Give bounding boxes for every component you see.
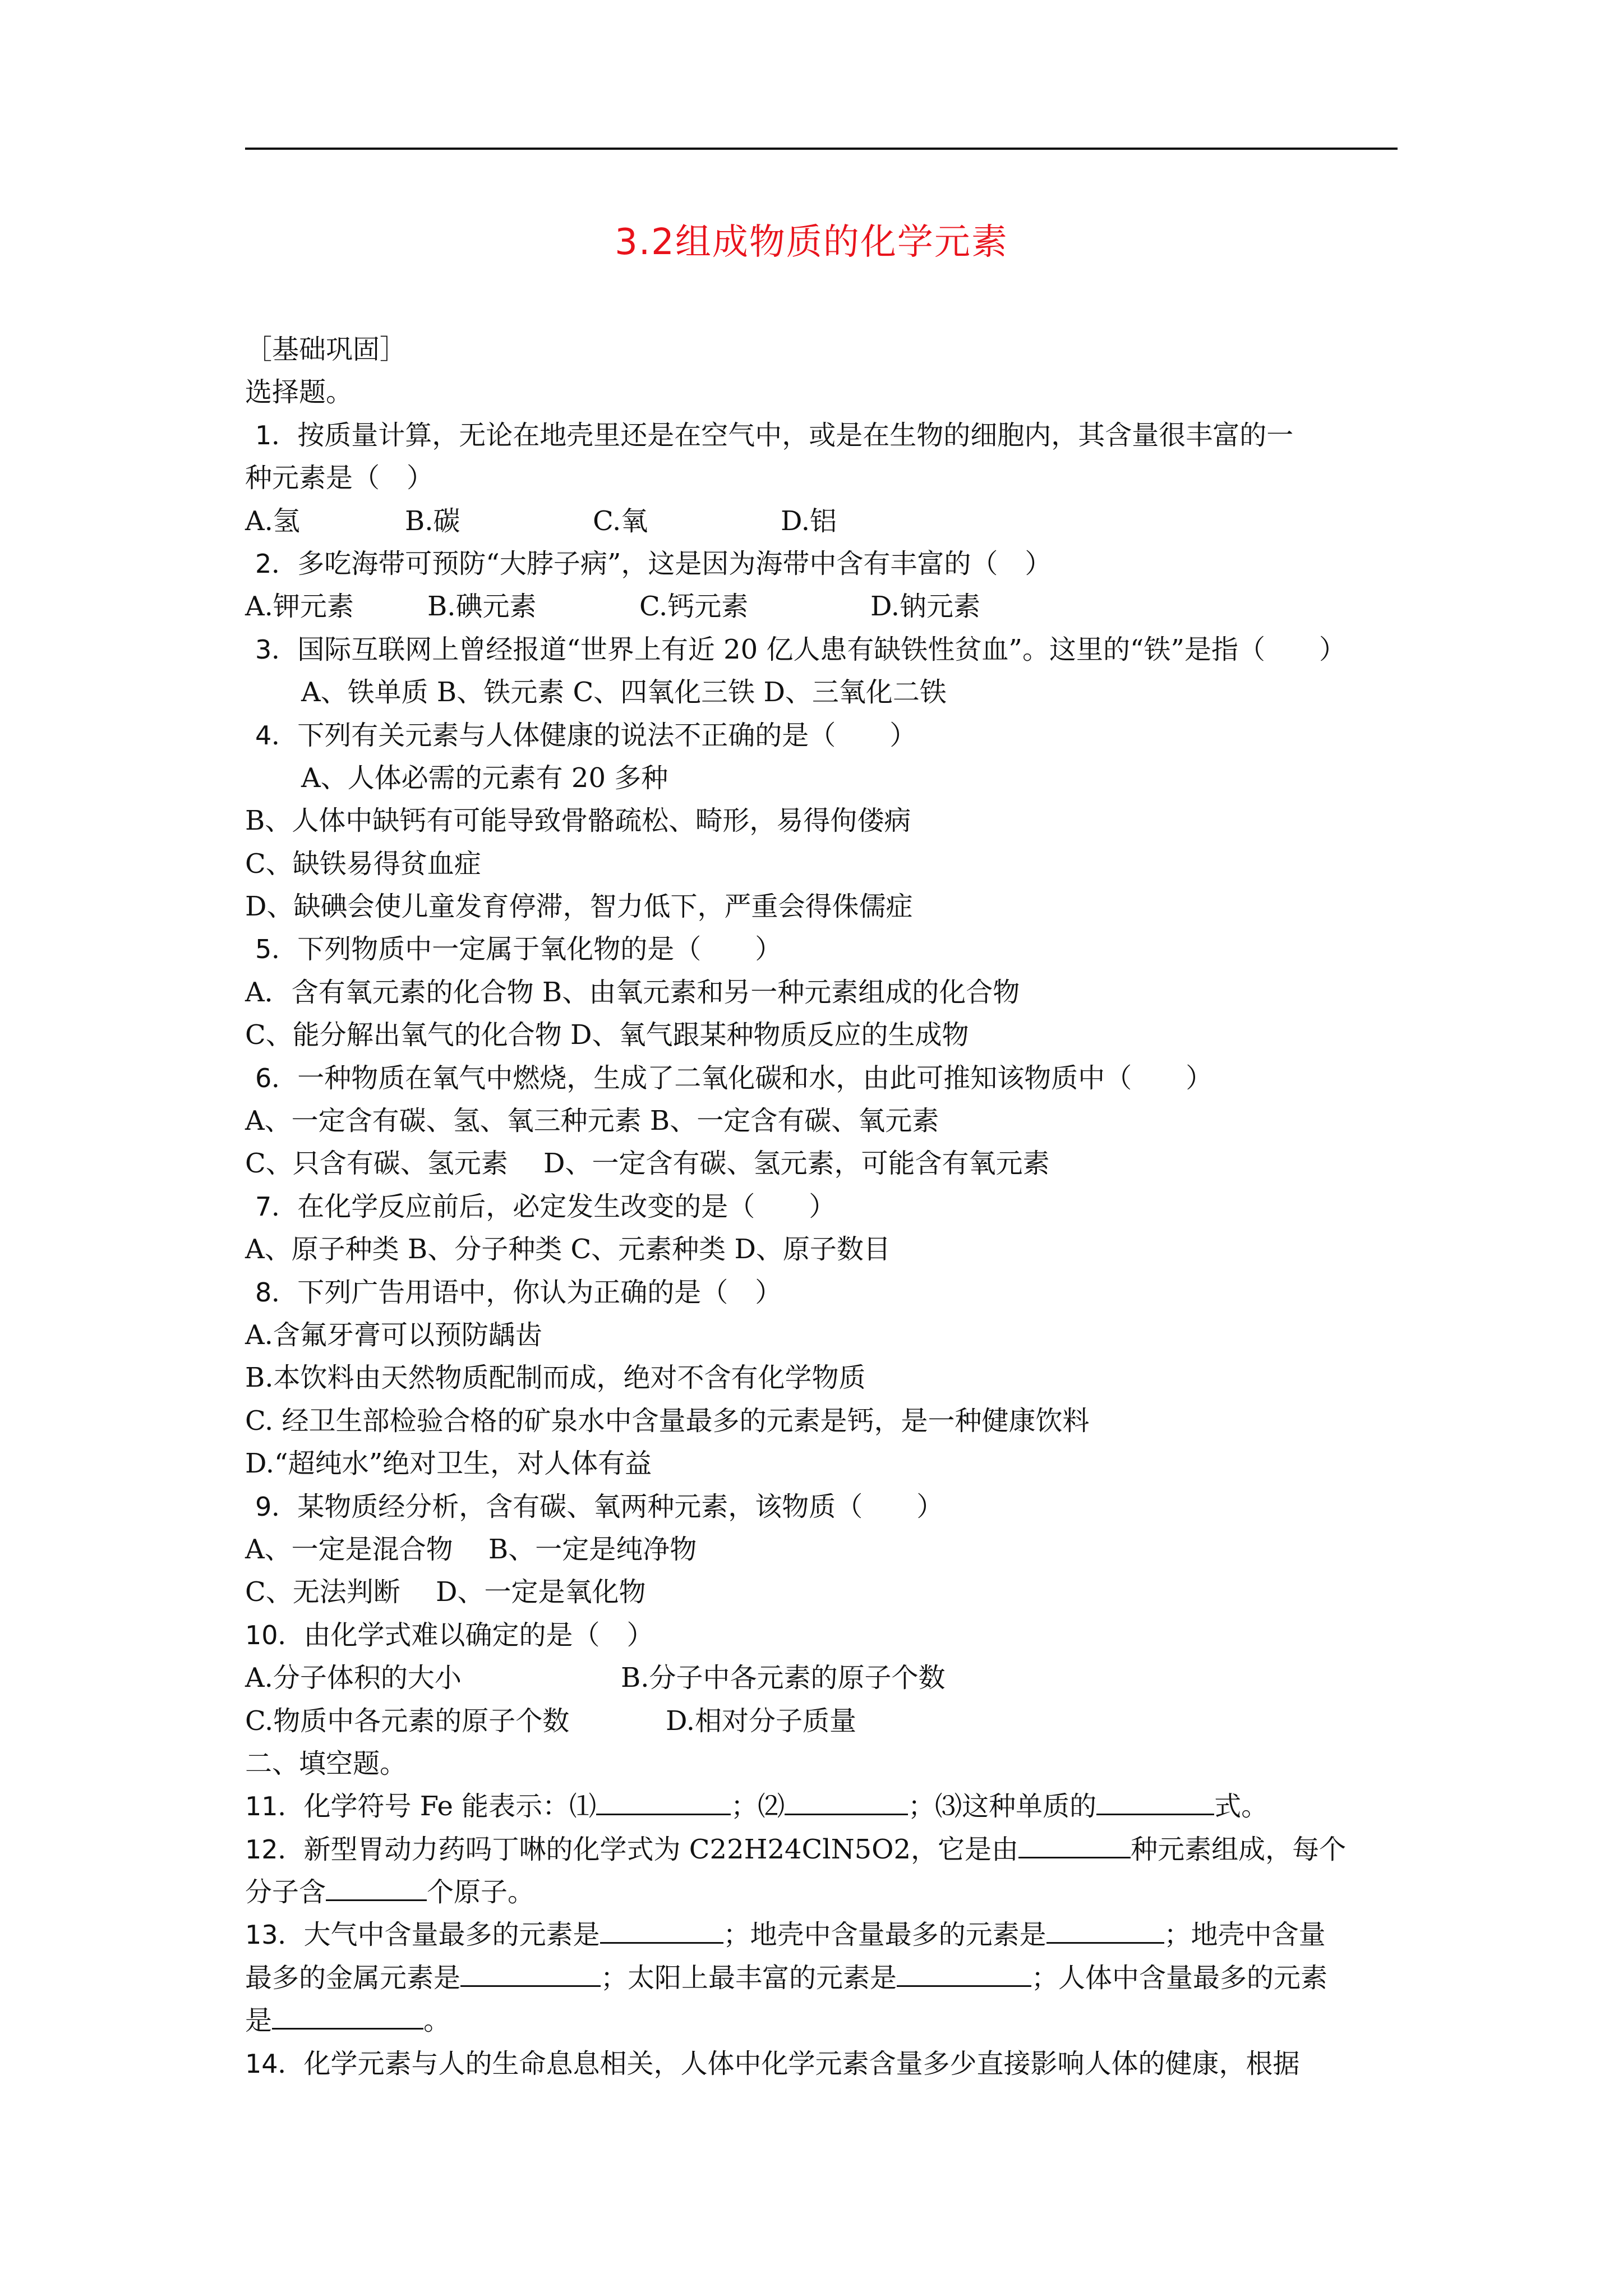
option-d: D.钠元素 — [870, 591, 981, 623]
question-6: 6．一种物质在氧气中燃烧，生成了二氧化碳和水，由此可推知该物质中（ ） — [255, 1062, 1213, 1094]
option-d: D.铝 — [781, 505, 837, 537]
question-5-options-cd: C、能分解出氧气的化合物 D、氧气跟某种物质反应的生成物 — [245, 1019, 969, 1051]
question-14: 14．化学元素与人的生命息息相关，人体中化学元素含量多少直接影响人体的健康，根据 — [245, 2047, 1300, 2079]
section-choice: 选择题。 — [245, 376, 353, 408]
question-1-cont: 种元素是（ ） — [245, 462, 434, 494]
answer-blank[interactable] — [272, 2000, 423, 2030]
option-a: A.钾元素 — [245, 591, 354, 623]
question-11: 11．化学符号 Fe 能表示：⑴ ；⑵ ；⑶这种单质的 式。 — [245, 1785, 1406, 1828]
question-13: 13．大气中含量最多的元素是 ；地壳中含量最多的元素是 ；地壳中含量 — [245, 1913, 1406, 1956]
question-4-option-a: A、人体必需的元素有 20 多种 — [301, 762, 668, 794]
answer-blank[interactable] — [596, 1786, 731, 1815]
option-a: A.分子体积的大小 — [245, 1662, 462, 1694]
question-4-option-d: D、缺碘会使儿童发育停滞，智力低下，严重会得侏儒症 — [245, 891, 913, 923]
option-d: D.相对分子质量 — [666, 1705, 857, 1737]
question-3-options: A、铁单质 B、铁元素 C、四氧化三铁 D、三氧化二铁 — [301, 677, 947, 708]
answer-blank[interactable] — [600, 1914, 723, 1944]
page-title: 3.2组成物质的化学元素 — [615, 222, 1008, 263]
option-a: A.氢 — [245, 505, 300, 537]
answer-blank[interactable] — [1096, 1786, 1214, 1815]
answer-blank[interactable] — [326, 1871, 427, 1901]
question-5-options-ab: A．含有氧元素的化合物 B、由氧元素和另一种元素组成的化合物 — [245, 976, 1020, 1008]
question-13-cont-2: 是 。 — [245, 1999, 1406, 2042]
answer-blank[interactable] — [785, 1786, 908, 1815]
question-2: 2．多吃海带可预防“大脖子病”，这是因为海带中含有丰富的（ ） — [255, 547, 1052, 579]
question-10-options-cd — [245, 1700, 1406, 1742]
question-1-options — [245, 500, 1406, 542]
question-6-options-cd: C、只含有碳、氢元素 D、一定含有碳、氢元素，可能含有氧元素 — [245, 1148, 1050, 1180]
question-8-option-b: B.本饮料由天然物质配制而成，绝对不含有化学物质 — [245, 1362, 866, 1394]
question-8: 8．下列广告用语中，你认为正确的是（ ） — [255, 1276, 782, 1308]
option-b: B.分子中各元素的原子个数 — [621, 1662, 946, 1694]
question-1: 1．按质量计算，无论在地壳里还是在空气中，或是在生物的细胞内，其含量很丰富的一 — [255, 419, 1294, 451]
option-b: B.碘元素 — [427, 591, 537, 623]
question-4-option-b: B、人体中缺钙有可能导致骨骼疏松、畸形，易得佝偻病 — [245, 805, 911, 837]
question-8-option-d: D.“超纯水”绝对卫生，对人体有益 — [245, 1448, 652, 1480]
question-9-options-cd: C、无法判断 D、一定是氧化物 — [245, 1576, 646, 1608]
question-5: 5．下列物质中一定属于氧化物的是（ ） — [255, 933, 782, 965]
question-9: 9．某物质经分析，含有碳、氧两种元素，该物质（ ） — [255, 1490, 944, 1522]
question-6-options-ab: A、一定含有碳、氢、氧三种元素 B、一定含有碳、氧元素 — [245, 1105, 939, 1137]
option-c: C.氧 — [593, 505, 648, 537]
question-8-option-a: A.含氟牙膏可以预防龋齿 — [245, 1319, 542, 1351]
question-13-cont: 最多的金属元素是 ；太阳上最丰富的元素是 ；人体中含量最多的元素 — [245, 1957, 1406, 1999]
answer-blank[interactable] — [897, 1957, 1031, 1987]
question-7-options: A、原子种类 B、分子种类 C、元素种类 D、原子数目 — [245, 1234, 891, 1266]
answer-blank[interactable] — [1018, 1829, 1131, 1858]
answer-blank[interactable] — [460, 1957, 601, 1987]
section-fill: 二、填空题。 — [245, 1747, 407, 1779]
question-12-cont: 分子含 个原子。 — [245, 1871, 1406, 1913]
question-9-options-ab: A、一定是混合物 B、一定是纯净物 — [245, 1533, 697, 1565]
section-basic: ［基础巩固］ — [245, 334, 407, 365]
option-c: C.物质中各元素的原子个数 — [245, 1705, 570, 1737]
question-3: 3．国际互联网上曾经报道“世界上有近 20 亿人患有缺铁性贫血”。这里的“铁”是指（ ） — [255, 633, 1347, 665]
header-rule — [245, 148, 1398, 150]
option-b: B.碳 — [405, 505, 460, 537]
question-12: 12．新型胃动力药吗丁啉的化学式为 C22H24ClN5O2，它是由 种元素组成，每个 — [245, 1828, 1406, 1871]
question-10-options-ab — [245, 1657, 1406, 1699]
question-2-options — [245, 585, 1406, 628]
option-c: C.钙元素 — [639, 591, 749, 623]
question-7: 7．在化学反应前后，必定发生改变的是（ ） — [255, 1190, 836, 1222]
question-10: 10．由化学式难以确定的是（ ） — [245, 1619, 654, 1651]
worksheet-body — [245, 328, 1406, 2085]
question-4: 4．下列有关元素与人体健康的说法不正确的是（ ） — [255, 719, 917, 751]
question-8-option-c: C. 经卫生部检验合格的矿泉水中含量最多的元素是钙，是一种健康饮料 — [245, 1405, 1090, 1437]
answer-blank[interactable] — [1046, 1914, 1164, 1944]
question-4-option-c: C、缺铁易得贫血症 — [245, 848, 481, 880]
